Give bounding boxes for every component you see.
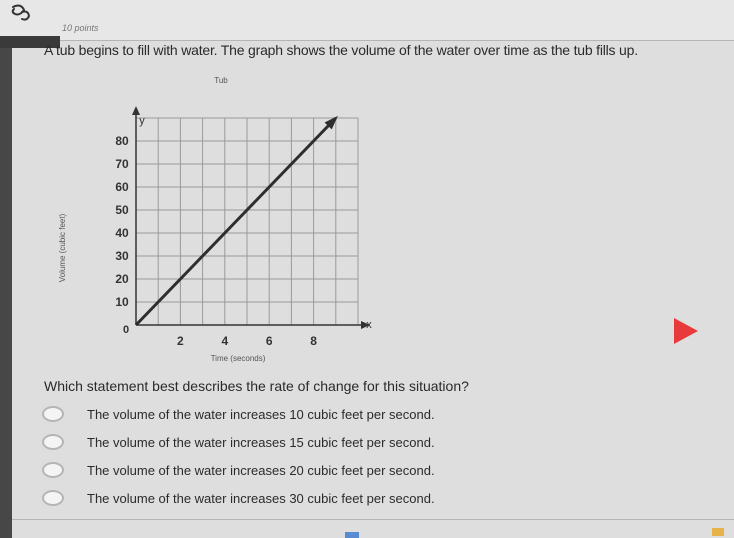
footer-divider: [12, 519, 734, 520]
answer-option-1[interactable]: [42, 401, 502, 427]
question-prompt: A tub begins to fill with water. The graph shows the volume of the water over time as the tub fills up.: [44, 42, 638, 58]
radio-button[interactable]: [42, 490, 64, 506]
menu-icon[interactable]: [10, 4, 32, 22]
origin-label: 0: [122, 324, 130, 336]
y-tick-label: 30: [115, 249, 129, 263]
y-axis-letter: y: [139, 115, 145, 127]
x-tick-label: 4: [221, 334, 229, 348]
radio-button[interactable]: [42, 434, 64, 450]
y-tick-label: 80: [115, 134, 129, 148]
x-axis-letter: x: [366, 319, 372, 331]
left-sidebar-strip: [0, 48, 12, 538]
answer-option-2[interactable]: [42, 429, 502, 455]
x-tick-label: 6: [265, 334, 273, 348]
footer-accent: [345, 532, 359, 538]
radio-button[interactable]: [42, 406, 64, 422]
x-tick-label: 8: [310, 334, 317, 348]
y-tick-label: 70: [115, 157, 129, 171]
y-tick-label: 20: [115, 272, 129, 286]
answer-option-label: The volume of the water increases 30 cubic feet per second.: [87, 490, 435, 506]
header-divider: [60, 40, 734, 41]
x-tick-label: 2: [177, 334, 184, 348]
answer-option-label: The volume of the water increases 20 cubic feet per second.: [87, 462, 435, 478]
y-axis-arrow-icon: [132, 106, 140, 115]
y-tick-label: 10: [115, 295, 129, 309]
answer-option-label: The volume of the water increases 10 cubic feet per second.: [87, 406, 435, 422]
points-label: 10 points: [62, 23, 99, 33]
next-arrow-icon[interactable]: [672, 316, 700, 346]
answer-option-4[interactable]: [42, 485, 502, 511]
volume-series-line: [136, 118, 336, 325]
y-tick-label: 40: [115, 226, 129, 240]
volume-time-graph: [50, 60, 380, 372]
answer-option-label: The volume of the water increases 15 cubic feet per second.: [87, 434, 435, 450]
radio-button[interactable]: [42, 462, 64, 478]
x-axis-label: Time (seconds): [210, 354, 266, 363]
chart-title: Tub: [214, 76, 228, 85]
top-bar: [0, 0, 734, 40]
answer-option-3[interactable]: [42, 457, 502, 483]
question-stem: Which statement best describes the rate of change for this situation?: [44, 378, 469, 394]
footer-accent-2: [712, 528, 724, 536]
y-axis-label: Volume (cubic feet): [58, 213, 67, 283]
y-tick-label: 60: [115, 180, 129, 194]
y-tick-label: 50: [115, 203, 129, 217]
